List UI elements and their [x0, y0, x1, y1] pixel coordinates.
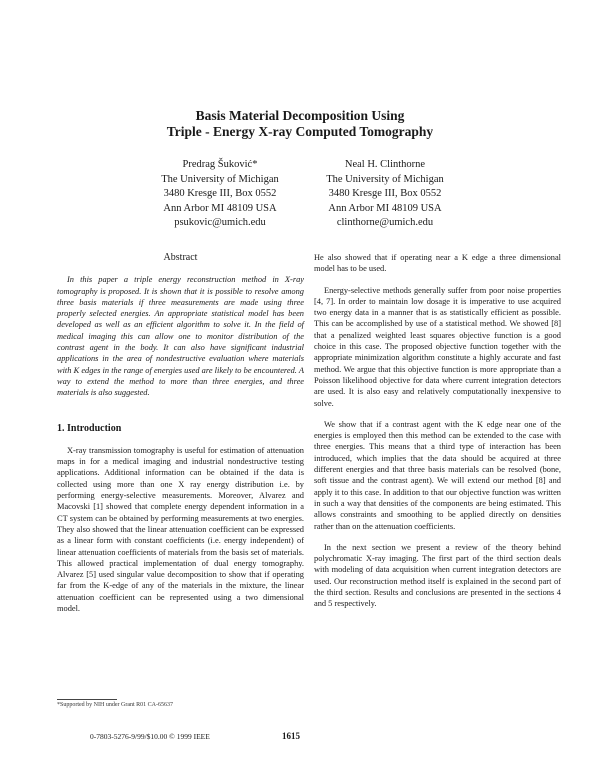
author-city: Ann Arbor MI 48109 USA	[328, 202, 442, 214]
author-email: clinthorne@umich.edu	[336, 217, 434, 228]
title-line-2: Triple - Energy X-ray Computed Tomography	[166, 124, 434, 139]
right-column	[314, 252, 561, 620]
author-address: 3480 Kresge III, Box 0552	[163, 188, 277, 199]
author-affiliation: The University of Michigan	[326, 173, 444, 185]
paper-title	[0, 108, 600, 140]
footnote-rule	[57, 699, 117, 700]
paragraph-energy-selective: Energy-selective methods generally suffer from poor noise properties [4, 7]. In order to maintain low dosage it is imperative to use acquired two energy data in a manner that is as statistically efficient as possible. This can be accomplished by use of a statistical method. We showed [8] that a penalized weighted least squares objective function is a good choice in this case. The proposed objective function together with the appropriate minimization algorithm constitute a highly accurate and fast method. We argue that this objective function is more appropriate than a Poisson likelihood objective for data where current integration detectors are used. It is also easy and relatively computationally inexpensive to solve.	[314, 285, 561, 408]
author-block-1	[135, 158, 305, 231]
page-number: 1615	[282, 731, 300, 741]
introduction-paragraph-1: X-ray transmission tomography is useful for estimation of attenuation maps in for a medical imaging and industrial nondestructive testing applications. Additional information can be obtained if the data is collected using more than one X ray energy distribution i.e. by performing energy-selective measurements. Moreover, Alvarez and Macovski [1] showed that complete energy dependent information in a CT system can be obtained by performing measurements at two energies. They also showed that the linear attenuation coefficient can be expressed as a linear form with constant coefficients (i.e. energy independent) of linear attenuation coefficients of materials from the basis set of materials. This allowed practical implementation of dual energy tomography. Alvarez [5] used singular value decomposition to show that if operating far from the K-edge of any of the materials in the mixture, the linear attenuation coefficient can be represented using a two dimensional model.	[57, 445, 304, 614]
author-name: Predrag Šuković*	[182, 159, 258, 170]
isbn-line: 0-7803-5276-9/99/$10.00 © 1999 IEEE	[90, 732, 210, 741]
footnote: *Supported by NIH under Grant R01 CA-65637	[57, 702, 173, 708]
paragraph-next-section: In the next section we present a review of the theory behind polychromatic X-ray imaging. The first part of the third section deals with modeling of data acquisition when current integration detectors are used. Our reconstruction method itself is explained in the second part of the third section. Results and conclusions are presented in the sections 4 and 5 respectively.	[314, 542, 561, 609]
abstract-heading: Abstract	[163, 252, 198, 263]
left-column	[57, 252, 304, 614]
author-block-2	[300, 158, 470, 231]
author-name: Neal H. Clinthorne	[344, 159, 426, 170]
paragraph-contrast-agent: We show that if a contrast agent with the K edge near one of the energies is employed then this method can be extended to the case with three energies. This means that a third type of interaction has been introduced, which implies that the data should be acquired at three different energies and that three basis materials can be resolved (bone, soft tissue and the contrast agent). We will extend our method [8] and apply it to this case. In addition to that our objective function was written in such a way that densities of the components are being estimated. This allows constraints and smoothing to be applied directly on densities rather than on the attenuation coefficients.	[314, 419, 561, 531]
author-address: 3480 Kresge III, Box 0552	[328, 188, 442, 199]
title-line-1: Basis Material Decomposition Using	[195, 108, 405, 123]
introduction-heading: 1. Introduction	[57, 422, 122, 434]
author-affiliation: The University of Michigan	[161, 173, 279, 185]
abstract-text: In this paper a triple energy reconstruction method in X-ray tomography is proposed. It is shown that it is possible to resolve among three basis materials if three measurements are made using three properly selected energies. An appropriate statistical model has been developed as well as an efficient algorithm to solve it. In the field of medical imaging this can allow one to monitor distribution of the contrast agent in the body. It can also have significant industrial applications in the area of nondestructive evaluation where materials with K edges in the range of energies used are likely to be encountered. A way to extend the method to more than three energies, and three materials is also suggested.	[57, 275, 304, 398]
author-email: psukovic@umich.edu	[174, 217, 266, 228]
continued-paragraph: He also showed that if operating near a K edge a three dimensional model has to be used.	[314, 253, 561, 274]
author-city: Ann Arbor MI 48109 USA	[163, 202, 277, 214]
